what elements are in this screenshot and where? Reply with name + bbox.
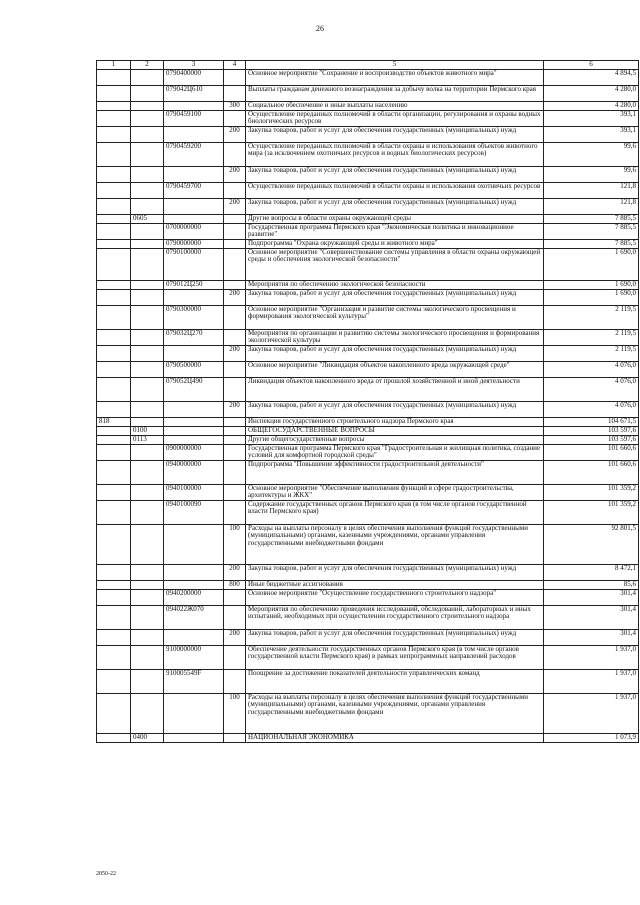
amount-cell: 301,4 [544, 630, 639, 646]
amount-cell: 121,8 [544, 183, 639, 199]
table-row [97, 240, 639, 249]
description-cell: Мероприятия по обеспечению проведения исследований, обследований, лабораторных и иных испытаний, необходимых при осуществлении государственного строительного надзора [246, 606, 544, 630]
expense-type-code-cell: 200 [224, 167, 246, 183]
description-cell: Подпрограмма "Охрана окружающей среды и животного мира" [246, 240, 544, 249]
target-item-code-cell [164, 581, 224, 590]
amount-cell: 104 671,5 [544, 418, 639, 427]
description-cell: Осуществление переданных полномочий в области охраны и использования охотничьих ресурсов [246, 183, 544, 199]
table-row [97, 127, 639, 143]
table-row [97, 581, 639, 590]
description-cell: Закупка товаров, работ и услуг для обеспечения государственных (муниципальных) нужд [246, 199, 544, 215]
amount-cell: 2 119,5 [544, 306, 639, 330]
target-item-code-cell: 0940100090 [164, 501, 224, 525]
section-code-cell [131, 224, 164, 240]
description-cell: Социальное обеспечение и иные выплаты населению [246, 102, 544, 111]
column-number-row [97, 61, 639, 70]
section-code-cell [131, 590, 164, 606]
target-item-code-cell: 910005549F [164, 670, 224, 694]
table-header [97, 61, 639, 70]
expense-type-code-cell [224, 281, 246, 290]
expense-type-code-cell: 200 [224, 346, 246, 362]
amount-cell: 4 076,0 [544, 378, 639, 402]
column-header-1: 1 [97, 61, 131, 70]
ministry-code-cell [97, 199, 131, 215]
target-item-code-cell [164, 102, 224, 111]
expense-type-code-cell [224, 111, 246, 127]
amount-cell: 1 690,0 [544, 290, 639, 306]
table-row [97, 461, 639, 485]
target-item-code-cell: 0900000000 [164, 445, 224, 461]
column-header-2: 2 [131, 61, 164, 70]
ministry-code-cell [97, 330, 131, 346]
expense-type-code-cell: 800 [224, 581, 246, 590]
expense-type-code-cell [224, 606, 246, 630]
amount-cell: 1 690,0 [544, 281, 639, 290]
expense-type-code-cell: 200 [224, 199, 246, 215]
section-code-cell [131, 281, 164, 290]
section-code-cell [131, 670, 164, 694]
description-cell: Другие общегосударственные вопросы [246, 436, 544, 445]
amount-cell: 101 660,6 [544, 445, 639, 461]
expense-type-code-cell: 300 [224, 102, 246, 111]
target-item-code-cell: 0940000000 [164, 461, 224, 485]
target-item-code-cell [164, 402, 224, 418]
table-row [97, 183, 639, 199]
amount-cell: 99,6 [544, 143, 639, 167]
table-row [97, 445, 639, 461]
section-code-cell [131, 240, 164, 249]
section-code-cell [131, 445, 164, 461]
target-item-code-cell [164, 215, 224, 224]
description-cell: Основное мероприятие "Сохранение и воспроизводство объектов животного мира" [246, 70, 544, 86]
ministry-code-cell [97, 565, 131, 581]
expense-type-code-cell: 200 [224, 127, 246, 143]
amount-cell: 4 280,0 [544, 102, 639, 111]
expense-type-code-cell [224, 378, 246, 402]
description-cell: НАЦИОНАЛЬНАЯ ЭКОНОМИКА [246, 734, 544, 743]
column-header-6: 6 [544, 61, 639, 70]
table-row [97, 630, 639, 646]
section-code-cell [131, 86, 164, 102]
budget-table [96, 60, 639, 743]
expense-type-code-cell [224, 445, 246, 461]
description-cell: Осуществление переданных полномочий в области охраны и использования объектов животного мира (за исключением охотничьих ресурсов и водных биологических ресурсов) [246, 143, 544, 167]
table-row [97, 525, 639, 565]
column-header-3: 3 [164, 61, 224, 70]
amount-cell: 85,6 [544, 581, 639, 590]
amount-cell: 1 937,0 [544, 694, 639, 734]
amount-cell: 101 660,6 [544, 461, 639, 485]
target-item-code-cell [164, 630, 224, 646]
amount-cell: 301,4 [544, 606, 639, 630]
target-item-code-cell: 0790500000 [164, 362, 224, 378]
description-cell: Закупка товаров, работ и услуг для обеспечения государственных (муниципальных) нужд [246, 630, 544, 646]
amount-cell: 101 359,2 [544, 501, 639, 525]
ministry-code-cell [97, 646, 131, 670]
description-cell: Закупка товаров, работ и услуг для обеспечения государственных (муниципальных) нужд [246, 402, 544, 418]
section-code-cell: 0100 [131, 427, 164, 436]
table-row [97, 224, 639, 240]
ministry-code-cell [97, 111, 131, 127]
section-code-cell [131, 461, 164, 485]
description-cell: Иные бюджетные ассигнования [246, 581, 544, 590]
table-row [97, 590, 639, 606]
expense-type-code-cell: 200 [224, 290, 246, 306]
section-code-cell [131, 402, 164, 418]
target-item-code-cell: 0790400000 [164, 70, 224, 86]
expense-type-code-cell [224, 485, 246, 501]
target-item-code-cell: 079012Ц250 [164, 281, 224, 290]
ministry-code-cell [97, 525, 131, 565]
description-cell: Расходы на выплаты персоналу в целях обеспечения выполнения функций государственными (муниципальными) органами, казенными учреждениями, органами управления государственными внебюджетными фондами [246, 694, 544, 734]
expense-type-code-cell [224, 240, 246, 249]
ministry-code-cell [97, 485, 131, 501]
target-item-code-cell: 0700000000 [164, 224, 224, 240]
section-code-cell [131, 606, 164, 630]
amount-cell: 4 076,0 [544, 362, 639, 378]
ministry-code-cell [97, 630, 131, 646]
section-code-cell [131, 418, 164, 427]
description-cell: Мероприятия по обеспечению экологической безопасности [246, 281, 544, 290]
table-row [97, 346, 639, 362]
table-row [97, 418, 639, 427]
ministry-code-cell [97, 70, 131, 86]
ministry-code-cell [97, 501, 131, 525]
expense-type-code-cell [224, 215, 246, 224]
amount-cell: 103 597,6 [544, 427, 639, 436]
section-code-cell [131, 249, 164, 281]
description-cell: Подпрограмма "Повышение эффективности градостроительной деятельности" [246, 461, 544, 485]
amount-cell: 7 885,5 [544, 215, 639, 224]
target-item-code-cell: 079052Ц490 [164, 378, 224, 402]
target-item-code-cell: 0790459100 [164, 111, 224, 127]
amount-cell: 2 119,5 [544, 330, 639, 346]
table-row [97, 281, 639, 290]
target-item-code-cell [164, 427, 224, 436]
target-item-code-cell: 079032Ц270 [164, 330, 224, 346]
amount-cell: 393,1 [544, 111, 639, 127]
expense-type-code-cell [224, 249, 246, 281]
section-code-cell [131, 501, 164, 525]
target-item-code-cell: 0940200000 [164, 590, 224, 606]
column-header-4: 4 [224, 61, 246, 70]
amount-cell: 1 690,0 [544, 249, 639, 281]
amount-cell: 1 073,9 [544, 734, 639, 743]
description-cell: Поощрение за достижение показателей деятельности управленческих команд [246, 670, 544, 694]
section-code-cell [131, 167, 164, 183]
description-cell: Выплаты гражданам денежного вознаграждения за добычу волка на территории Пермского края [246, 86, 544, 102]
table-row [97, 565, 639, 581]
target-item-code-cell [164, 167, 224, 183]
description-cell: Основное мероприятие "Осуществление государственного строительного надзора" [246, 590, 544, 606]
target-item-code-cell [164, 346, 224, 362]
description-cell: Осуществление переданных полномочий в области организации, регулирования и охраны водных биологических ресурсов [246, 111, 544, 127]
target-item-code-cell [164, 127, 224, 143]
section-code-cell [131, 330, 164, 346]
ministry-code-cell [97, 362, 131, 378]
ministry-code-cell [97, 670, 131, 694]
section-code-cell [131, 630, 164, 646]
table-row [97, 306, 639, 330]
description-cell: Основное мероприятие "Ликвидация объектов накопленного вреда окружающей среде" [246, 362, 544, 378]
expense-type-code-cell [224, 427, 246, 436]
ministry-code-cell [97, 606, 131, 630]
expense-type-code-cell [224, 590, 246, 606]
amount-cell: 103 597,6 [544, 436, 639, 445]
table-row [97, 734, 639, 743]
section-code-cell [131, 306, 164, 330]
amount-cell: 8 472,1 [544, 565, 639, 581]
target-item-code-cell: 094022Ж070 [164, 606, 224, 630]
description-cell: ОБЩЕГОСУДАРСТВЕННЫЕ ВОПРОСЫ [246, 427, 544, 436]
ministry-code-cell [97, 240, 131, 249]
amount-cell: 7 885,5 [544, 224, 639, 240]
amount-cell: 7 885,5 [544, 240, 639, 249]
description-cell: Обеспечение деятельности государственных органов Пермского края (в том числе органов государственной власти Пермского края) в рамках непрограммных направлений расходов [246, 646, 544, 670]
section-code-cell: 0113 [131, 436, 164, 445]
amount-cell: 2 119,5 [544, 346, 639, 362]
target-item-code-cell [164, 436, 224, 445]
target-item-code-cell: 0790000000 [164, 240, 224, 249]
table-row [97, 70, 639, 86]
table-row [97, 86, 639, 102]
description-cell: Инспекция государственного строительного надзора Пермского края [246, 418, 544, 427]
description-cell: Основное мероприятие "Совершенствование системы управления в области охраны окружающей среды и обеспечения экологической безопасности" [246, 249, 544, 281]
expense-type-code-cell [224, 143, 246, 167]
expense-type-code-cell [224, 418, 246, 427]
section-code-cell [131, 111, 164, 127]
target-item-code-cell [164, 525, 224, 565]
section-code-cell [131, 199, 164, 215]
amount-cell: 92 801,5 [544, 525, 639, 565]
target-item-code-cell [164, 418, 224, 427]
expense-type-code-cell [224, 224, 246, 240]
table-row [97, 290, 639, 306]
target-item-code-cell: 0790100000 [164, 249, 224, 281]
table-row [97, 646, 639, 670]
section-code-cell [131, 70, 164, 86]
target-item-code-cell: 079042Ц610 [164, 86, 224, 102]
description-cell: Расходы на выплаты персоналу в целях обеспечения выполнения функций государственными (муниципальными) органами, казенными учреждениями, органами управления государственными внебюджетными фондами [246, 525, 544, 565]
expense-type-code-cell [224, 306, 246, 330]
section-code-cell [131, 127, 164, 143]
column-header-5: 5 [246, 61, 544, 70]
section-code-cell: 0605 [131, 215, 164, 224]
description-cell: Закупка товаров, работ и услуг для обеспечения государственных (муниципальных) нужд [246, 565, 544, 581]
amount-cell: 1 937,0 [544, 646, 639, 670]
target-item-code-cell [164, 199, 224, 215]
ministry-code-cell [97, 249, 131, 281]
amount-cell: 99,6 [544, 167, 639, 183]
amount-cell: 101 359,2 [544, 485, 639, 501]
description-cell: Закупка товаров, работ и услуг для обеспечения государственных (муниципальных) нужд [246, 167, 544, 183]
table-row [97, 436, 639, 445]
table-row [97, 402, 639, 418]
expense-type-code-cell: 200 [224, 402, 246, 418]
table-row [97, 199, 639, 215]
section-code-cell [131, 485, 164, 501]
target-item-code-cell: 0790300000 [164, 306, 224, 330]
target-item-code-cell: 0940100000 [164, 485, 224, 501]
ministry-code-cell [97, 346, 131, 362]
section-code-cell [131, 565, 164, 581]
expense-type-code-cell: 100 [224, 525, 246, 565]
ministry-code-cell [97, 183, 131, 199]
ministry-code-cell [97, 402, 131, 418]
description-cell: Другие вопросы в области охраны окружающей среды [246, 215, 544, 224]
table-row [97, 330, 639, 346]
section-code-cell [131, 362, 164, 378]
ministry-code-cell [97, 445, 131, 461]
table-row [97, 694, 639, 734]
ministry-code-cell [97, 281, 131, 290]
target-item-code-cell: 9100000000 [164, 646, 224, 670]
table-body [97, 70, 639, 743]
description-cell: Мероприятия по организации и развитию системы экологического просвещения и формирования экологической культуры [246, 330, 544, 346]
table-row [97, 111, 639, 127]
section-code-cell [131, 581, 164, 590]
amount-cell: 121,8 [544, 199, 639, 215]
section-code-cell [131, 183, 164, 199]
section-code-cell [131, 646, 164, 670]
ministry-code-cell [97, 581, 131, 590]
section-code-cell [131, 102, 164, 111]
expense-type-code-cell [224, 670, 246, 694]
section-code-cell [131, 378, 164, 402]
section-code-cell [131, 525, 164, 565]
ministry-code-cell [97, 306, 131, 330]
document-code: 2050-22 [96, 871, 116, 877]
ministry-code-cell [97, 215, 131, 224]
table-row [97, 501, 639, 525]
amount-cell: 301,4 [544, 590, 639, 606]
description-cell: Ликвидация объектов накопленного вреда от прошлой хозяйственной и иной деятельности [246, 378, 544, 402]
amount-cell: 4 280,0 [544, 86, 639, 102]
table-row [97, 427, 639, 436]
description-cell: Закупка товаров, работ и услуг для обеспечения государственных (муниципальных) нужд [246, 346, 544, 362]
ministry-code-cell [97, 461, 131, 485]
expense-type-code-cell [224, 86, 246, 102]
ministry-code-cell [97, 378, 131, 402]
ministry-code-cell [97, 427, 131, 436]
table-row [97, 606, 639, 630]
target-item-code-cell: 0790459700 [164, 183, 224, 199]
section-code-cell [131, 143, 164, 167]
expense-type-code-cell [224, 436, 246, 445]
expense-type-code-cell [224, 501, 246, 525]
target-item-code-cell: 0790459200 [164, 143, 224, 167]
ministry-code-cell [97, 102, 131, 111]
section-code-cell [131, 694, 164, 734]
table-row [97, 167, 639, 183]
ministry-code-cell: 818 [97, 418, 131, 427]
description-cell: Государственная программа Пермского края "Экономическая политика и инновационное развитие" [246, 224, 544, 240]
expense-type-code-cell [224, 330, 246, 346]
table-row [97, 249, 639, 281]
ministry-code-cell [97, 590, 131, 606]
ministry-code-cell [97, 290, 131, 306]
description-cell: Закупка товаров, работ и услуг для обеспечения государственных (муниципальных) нужд [246, 290, 544, 306]
amount-cell: 4 894,5 [544, 70, 639, 86]
description-cell: Содержание государственных органов Пермского края (в том числе органов государственной власти Пермского края) [246, 501, 544, 525]
target-item-code-cell [164, 694, 224, 734]
ministry-code-cell [97, 694, 131, 734]
target-item-code-cell [164, 565, 224, 581]
section-code-cell: 0400 [131, 734, 164, 743]
ministry-code-cell [97, 127, 131, 143]
amount-cell: 1 937,0 [544, 670, 639, 694]
description-cell: Государственная программа Пермского края "Градостроительная и жилищная политика, создание условий для комфортной городской среды" [246, 445, 544, 461]
table-row [97, 102, 639, 111]
ministry-code-cell [97, 167, 131, 183]
amount-cell: 393,1 [544, 127, 639, 143]
section-code-cell [131, 290, 164, 306]
target-item-code-cell [164, 734, 224, 743]
expense-type-code-cell: 100 [224, 694, 246, 734]
section-code-cell [131, 346, 164, 362]
description-cell: Основное мероприятие "Организация и развитие системы экологического просвещения и формирования экологической культуры" [246, 306, 544, 330]
ministry-code-cell [97, 224, 131, 240]
table-row [97, 143, 639, 167]
amount-cell: 4 076,0 [544, 402, 639, 418]
ministry-code-cell [97, 143, 131, 167]
table-row [97, 362, 639, 378]
description-cell: Закупка товаров, работ и услуг для обеспечения государственных (муниципальных) нужд [246, 127, 544, 143]
description-cell: Основное мероприятие "Обеспечение выполнения функций в сфере градостроительства, архитектуры и ЖКХ" [246, 485, 544, 501]
ministry-code-cell [97, 734, 131, 743]
table-row [97, 215, 639, 224]
expense-type-code-cell [224, 734, 246, 743]
table-row [97, 485, 639, 501]
expense-type-code-cell: 200 [224, 565, 246, 581]
expense-type-code-cell [224, 70, 246, 86]
target-item-code-cell [164, 290, 224, 306]
expense-type-code-cell: 200 [224, 630, 246, 646]
expense-type-code-cell [224, 646, 246, 670]
table-row [97, 670, 639, 694]
table-row [97, 378, 639, 402]
expense-type-code-cell [224, 183, 246, 199]
expense-type-code-cell [224, 461, 246, 485]
ministry-code-cell [97, 86, 131, 102]
ministry-code-cell [97, 436, 131, 445]
page-number: 26 [316, 24, 324, 33]
expense-type-code-cell [224, 362, 246, 378]
